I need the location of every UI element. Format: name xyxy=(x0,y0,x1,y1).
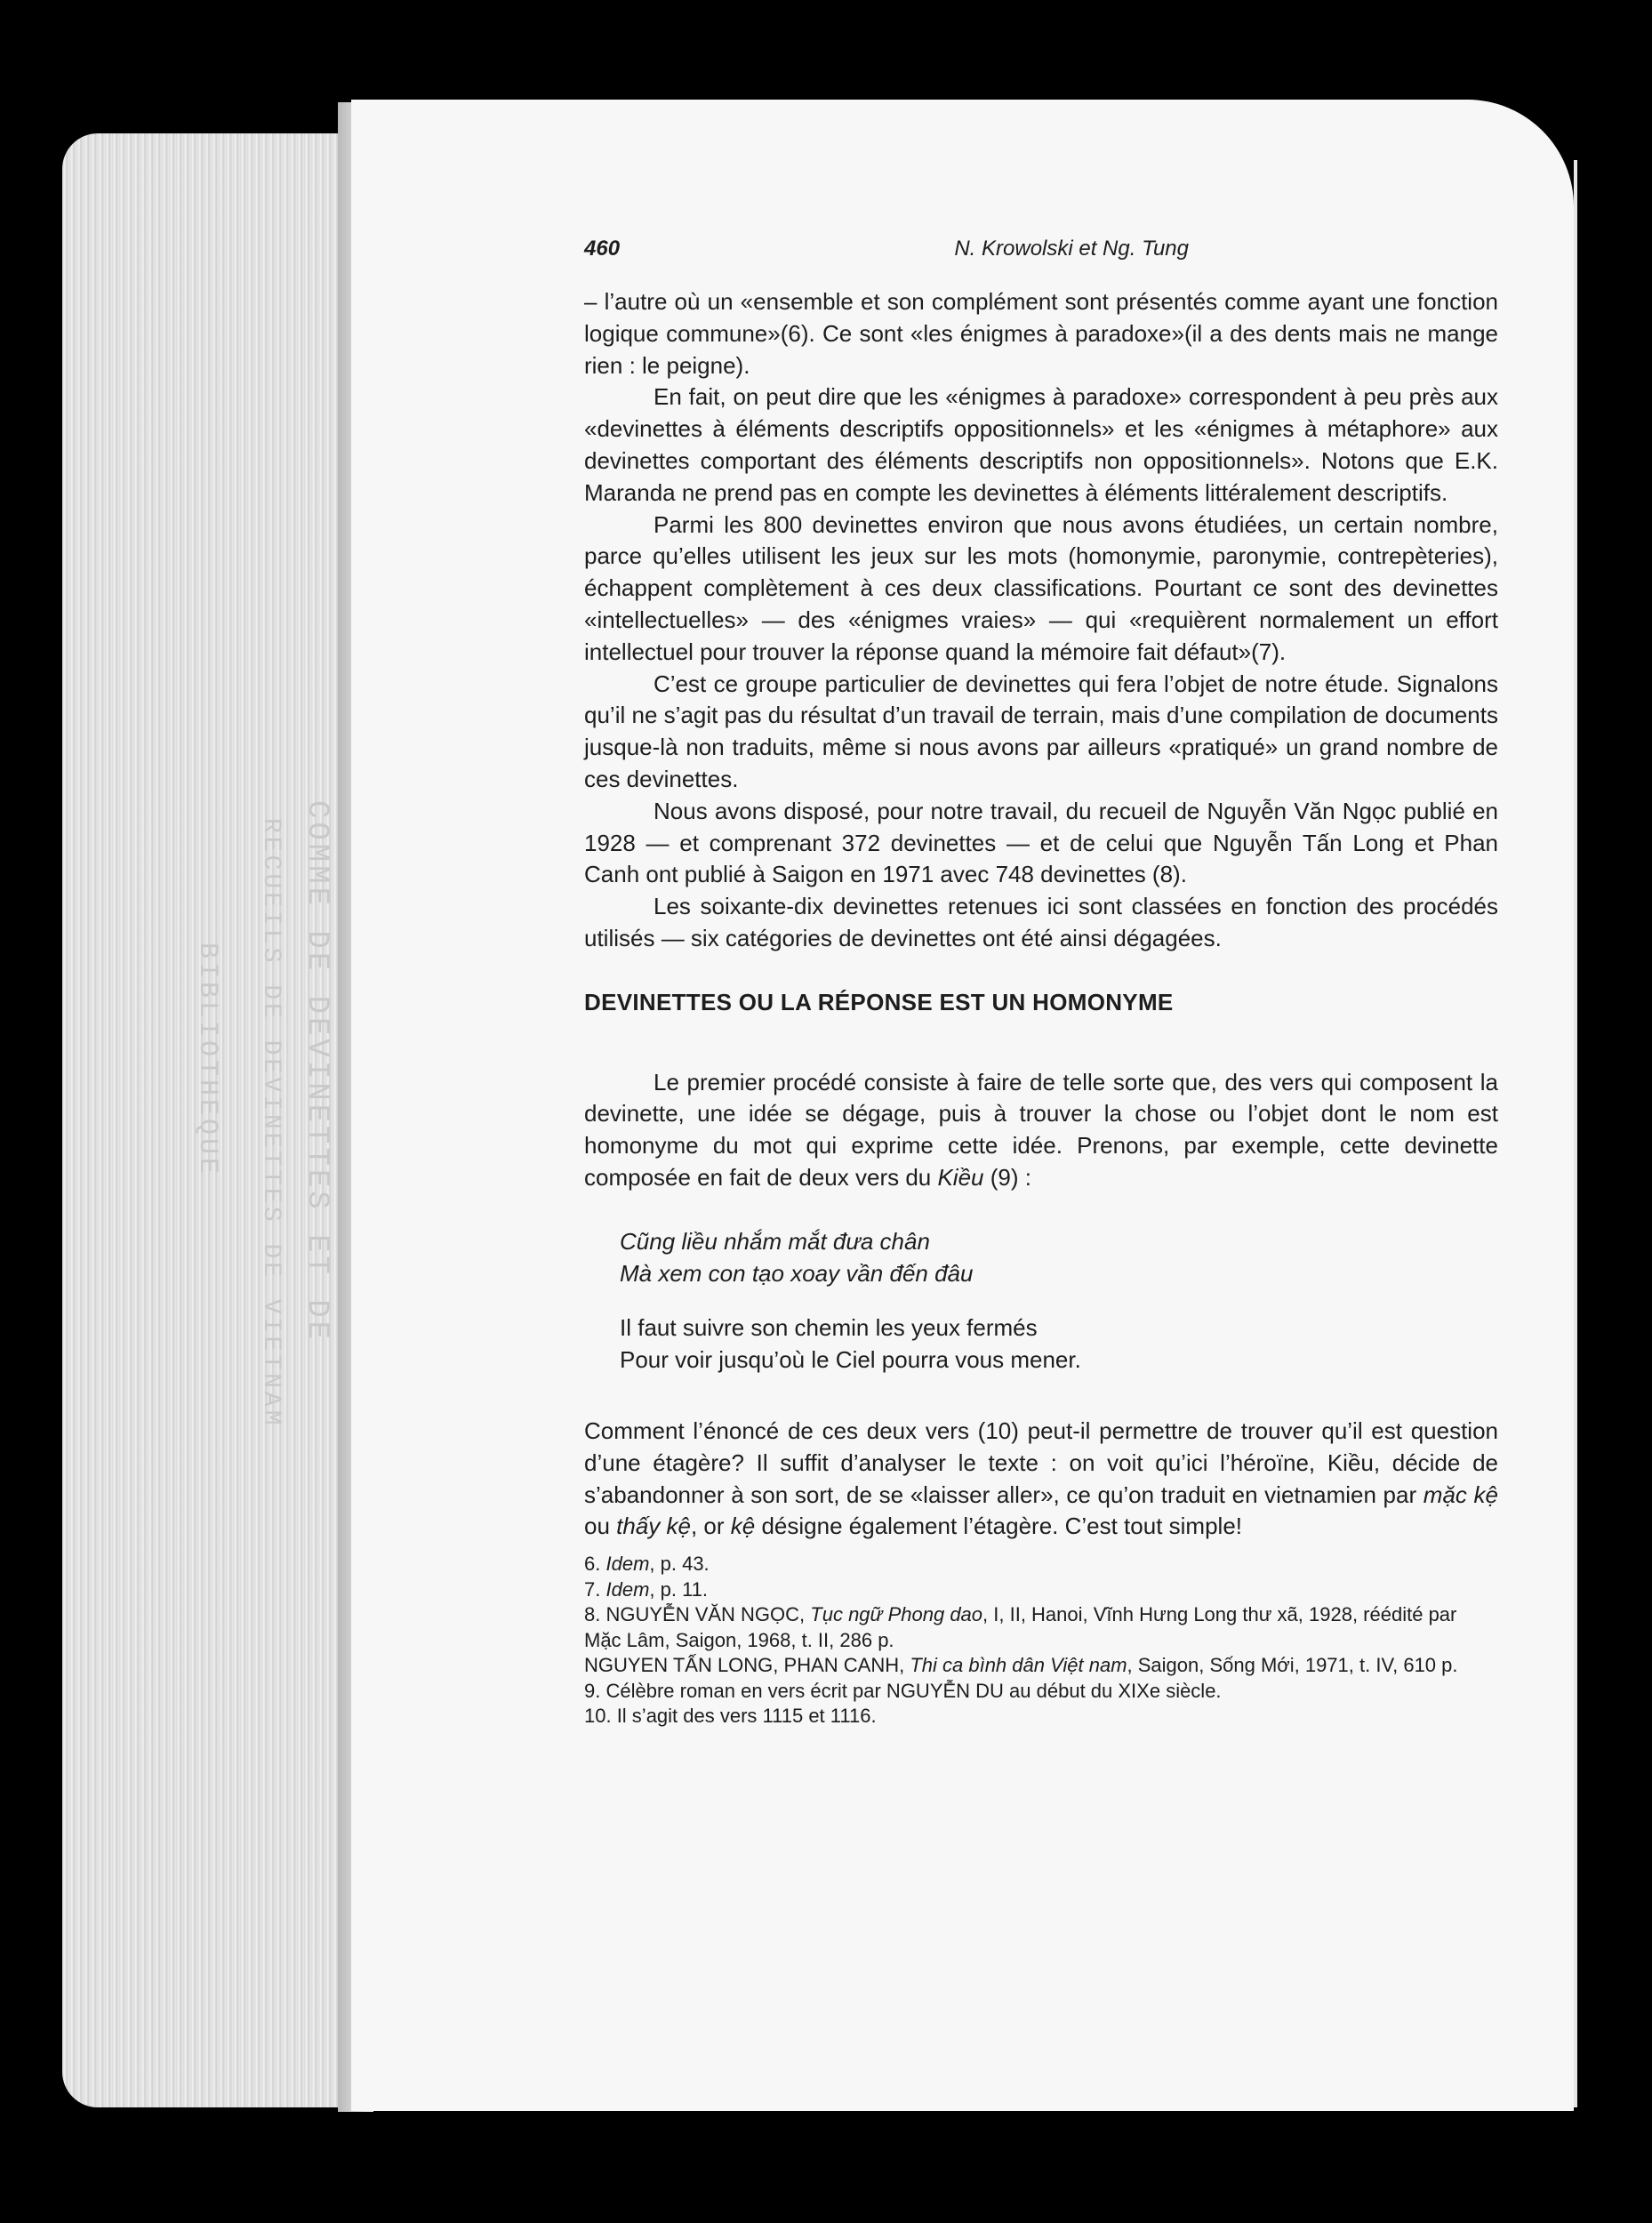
page-number: 460 xyxy=(584,237,621,261)
work-title: Kiều xyxy=(937,1163,984,1191)
translation-line: Il faut suivre son chemin les yeux fermés xyxy=(620,1314,1038,1342)
text-span: Comment l’énoncé de ces deux vers (10) peut-il permettre de trouver qu’il est question d’une étagère? Il suffit d’analyser le texte : on voit qu’ici l’héroïne, Kiều, décide de s’abandonner à son sort, de se «laisser aller», ce qu’on traduit en vietnamien par xyxy=(584,1416,1498,1508)
note-text: , I, II, Hanoi, Vĩnh Hưng Long thư xã, 1928, réédité par Mặc Lâm, Saigon, 1968, t. II, 286 p. xyxy=(584,1603,1457,1651)
paragraph xyxy=(584,1416,1498,1543)
note-italic: Idem xyxy=(605,1577,650,1601)
footnote-6 xyxy=(584,1552,1498,1577)
note-number: 7. xyxy=(584,1577,601,1601)
french-translation xyxy=(620,1312,1498,1376)
text-span: (9) : xyxy=(983,1163,1031,1191)
note-number: 6. xyxy=(584,1553,601,1576)
note-text: , p. 43. xyxy=(649,1553,710,1576)
footnote-10: 10. Il s’agit des vers 1115 et 1116. xyxy=(584,1705,877,1728)
paragraph: Nous avons disposé, pour notre travail, du recueil de Nguyễn Văn Ngọc publié en 1928 — et comprenant 372 devinettes — et de celui que Nguyễn Tấn Long et Phan Canh ont publié à Saigon en 1971 avec 748 devinettes (8). xyxy=(584,797,1498,888)
page-content xyxy=(584,233,1498,1729)
text-span: ou xyxy=(584,1513,617,1540)
note-italic: Tục ngữ Phong dao xyxy=(810,1603,983,1626)
vietnamese-term: mặc kệ xyxy=(1423,1481,1498,1508)
footnote-8 xyxy=(584,1602,1498,1653)
text-span: Le premier procédé consiste à faire de telle sorte que, des vers qui composent la devinette, une idée se dégage, puis à trouver la chose ou l’objet dont le nom est homonyme du mot qui exprime cette idée. Prenons, par exemple, cette devinette composée en fait de deux vers du xyxy=(584,1068,1498,1191)
show-through-text-1: COMME DE DEVINETTES ET DE xyxy=(300,800,333,1344)
note-text: NGUYEN TẤN LONG, PHAN CANH, xyxy=(584,1654,910,1677)
paragraph: Parmi les 800 devinettes environ que nous avons étudiées, un certain nombre, parce qu’elles utilisent les jeux sur les mots (homonymie, paronymie, contrepèteries), échappent complètement à ces deux classifications. Pourtant ce sont des devinettes «intellectuelles» — des «énigmes vraies» — qui «requièrent normalement un effort intellectuel pour trouver la réponse quand la mémoire fait défaut»(7). xyxy=(584,510,1498,665)
footnotes xyxy=(584,1552,1498,1729)
paragraph: Les soixante-dix devinettes retenues ici sont classées en fonction des procédés utilisés — six catégories de devinettes ont été ainsi dégagées. xyxy=(584,893,1498,951)
footnote-9: 9. Célèbre roman en vers écrit par NGUYỄN DU au début du XIXe siècle. xyxy=(584,1679,1222,1702)
page-edge xyxy=(1574,160,1577,2107)
note-italic: Thi ca bình dân Việt nam xyxy=(910,1654,1127,1677)
running-title: N. Krowolski et Ng. Tung xyxy=(954,237,1189,261)
note-text: , p. 11. xyxy=(649,1577,709,1601)
paragraph xyxy=(584,1067,1498,1194)
text-span: désigne également l’étagère. C’est tout simple! xyxy=(755,1513,1243,1540)
verse-line: Mà xem con tạo xoay vần đến đâu xyxy=(620,1259,974,1287)
vietnamese-term: kệ xyxy=(730,1513,756,1540)
footnote-7 xyxy=(584,1577,1498,1603)
show-through-text-3: BIBLIOTHEQUE xyxy=(192,943,222,1178)
verse-line: Cũng liều nhắm mắt đưa chân xyxy=(620,1227,930,1255)
note-text: 8. NGUYỄN VĂN NGỌC, xyxy=(584,1603,811,1626)
paragraph: En fait, on peut dire que les «énigmes à paradoxe» correspondent à peu près aux «devinettes à éléments descriptifs oppositionnels» et les «énigmes à métaphore» aux devinettes comportant des éléments descriptifs non oppositionnels». Notons que E.K. Maranda ne prend pas en compte les devinettes à éléments littéralement descriptifs. xyxy=(584,383,1498,506)
translation-line: Pour voir jusqu’où le Ciel pourra vous mener. xyxy=(620,1346,1081,1374)
note-italic: Idem xyxy=(605,1553,650,1576)
vietnamese-term: thấy kệ xyxy=(616,1513,691,1540)
footnote-8-continued xyxy=(584,1653,1498,1679)
paragraph: – l’autre où un «ensemble et son complément sont présentés comme ayant une fonction logique commune»(6). Ce sont «les énigmes à paradoxe»(il a des dents mais ne mange rien : le peigne). xyxy=(584,288,1498,379)
section-heading: DEVINETTES OU LA RÉPONSE EST UN HOMONYME xyxy=(584,988,1174,1015)
paragraph: C’est ce groupe particulier de devinettes qui fera l’objet de notre étude. Signalons qu’il ne s’agit pas du résultat d’un travail de terrain, mais d’une compilation de documents jusque-là non traduits, même si nous avons par ailleurs «pratiqué» un grand nombre de ces devinettes. xyxy=(584,670,1498,792)
running-header xyxy=(584,233,1189,286)
note-text: , Saigon, Sống Mới, 1971, t. IV, 610 p. xyxy=(1127,1654,1458,1677)
vietnamese-verse xyxy=(620,1226,1498,1290)
text-span: , or xyxy=(690,1513,731,1540)
show-through-text-2: RECUEILS DE DEVINETTES DE VIETNAM xyxy=(257,818,285,1429)
